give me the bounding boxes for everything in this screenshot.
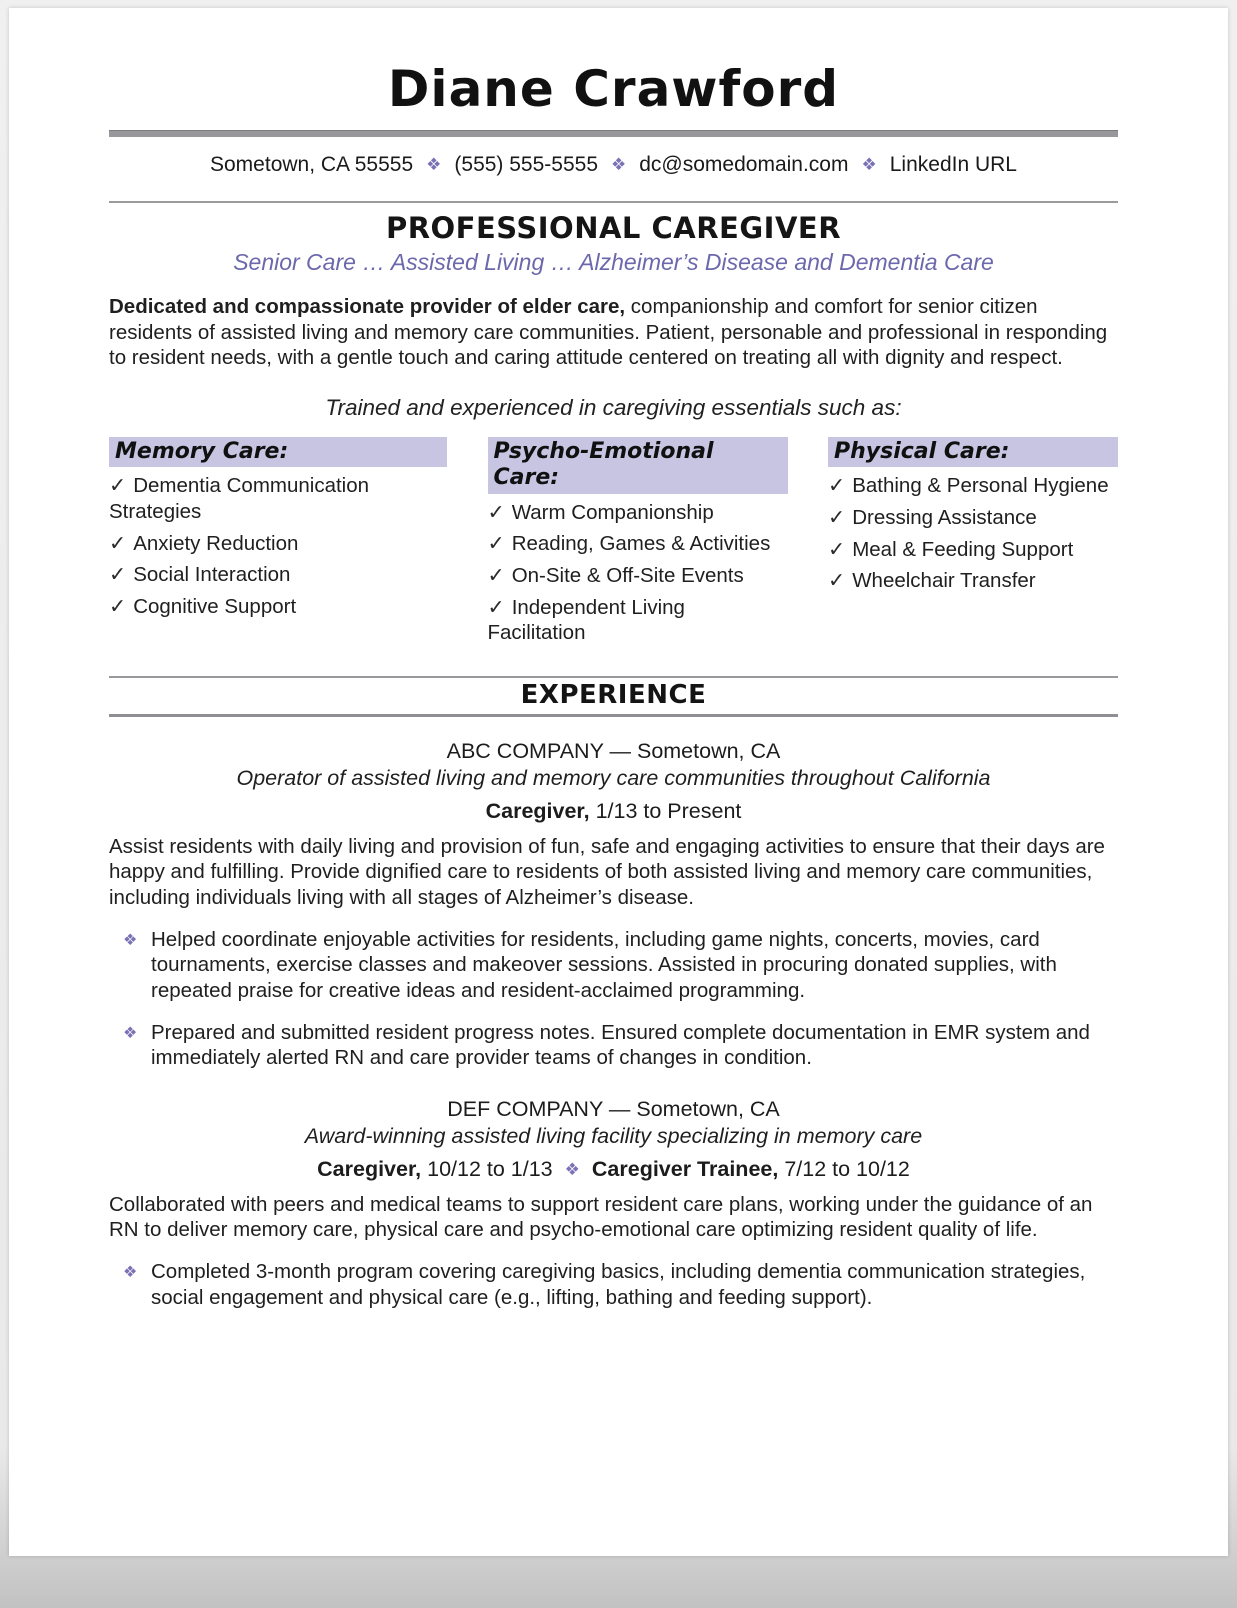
skills-column-psycho-emotional-care	[488, 437, 788, 646]
contact-linkedin: LinkedIn URL	[889, 153, 1017, 176]
skill-item-label: Independent Living Facilitation	[487, 595, 685, 645]
skills-column-physical-care	[828, 437, 1118, 646]
skill-item	[109, 562, 447, 588]
skill-item-label: On-Site & Off-Site Events	[511, 563, 744, 587]
profile-title: PROFESSIONAL CAREGIVER	[385, 211, 842, 245]
skills-column-header: Memory Care:	[109, 437, 447, 467]
job-role-line	[109, 799, 1118, 824]
checkmark-icon: ✓	[828, 569, 846, 593]
skill-item	[109, 531, 447, 557]
skill-item-label: Social Interaction	[133, 563, 291, 587]
experience-heading: EXPERIENCE	[520, 679, 707, 710]
diamond-separator-icon: ❖	[426, 155, 442, 174]
job-summary: Collaborated with peers and medical teams to support resident care plans, working under the guidance of an RN to deliver memory care, physical care and psycho-emotional care optimizing resident quality of life.	[109, 1192, 1093, 1242]
skill-item	[488, 595, 788, 646]
job-company-description: Award-winning assisted living facility specializing in memory care	[304, 1123, 923, 1148]
skill-item	[109, 473, 447, 524]
contact-phone: (555) 555-5555	[454, 153, 598, 176]
checkmark-icon: ✓	[487, 563, 505, 587]
contact-email: dc@somedomain.com	[639, 153, 849, 176]
experience-bullet	[109, 1020, 1118, 1071]
skill-item	[828, 505, 1118, 531]
experience-bullet	[109, 927, 1118, 1004]
skill-item	[488, 500, 788, 526]
skill-item-label: Warm Companionship	[511, 500, 714, 524]
skill-item-label: Wheelchair Transfer	[852, 569, 1036, 593]
checkmark-icon: ✓	[828, 537, 846, 561]
bullet-text: Prepared and submitted resident progress notes. Ensured complete documentation in EMR system and immediately alerted RN and care provider teams of changes in condition.	[151, 1020, 1090, 1070]
checkmark-icon: ✓	[109, 594, 127, 618]
job-summary: Assist residents with daily living and provision of fun, safe and engaging activities to ensure that their days are happy and fulfilling. Provide dignified care to residents of both assisted living and memory care communities, including individuals living with all stages of Alzheimer’s disease.	[109, 834, 1105, 910]
section-divider	[109, 201, 1118, 203]
job-company: ABC COMPANY — Sometown, CA	[446, 738, 781, 763]
job-role-dates: 10/12 to 1/13	[427, 1156, 553, 1181]
contact-line	[109, 153, 1118, 177]
diamond-separator-icon: ❖	[611, 155, 627, 174]
job-role-title: Caregiver,	[317, 1156, 422, 1181]
checkmark-icon: ✓	[487, 532, 505, 556]
checkmark-icon: ✓	[828, 505, 846, 529]
skill-item-label: Dressing Assistance	[852, 505, 1037, 529]
profile-subtitle: Senior Care … Assisted Living … Alzheimer’s Disease and Dementia Care	[233, 249, 994, 275]
experience-bullet	[109, 1259, 1118, 1310]
skill-item-label: Cognitive Support	[133, 594, 297, 618]
skills-column-header: Psycho-Emotional Care:	[488, 437, 788, 494]
diamond-separator-icon: ❖	[564, 1159, 580, 1179]
name-divider	[109, 130, 1118, 137]
profile-summary	[109, 294, 1118, 371]
checkmark-icon: ✓	[487, 500, 505, 524]
skill-item	[109, 594, 447, 620]
skill-item-label: Dementia Communication Strategies	[109, 474, 370, 523]
profile-summary-lead: Dedicated and compassionate provider of elder care,	[109, 295, 626, 318]
checkmark-icon: ✓	[109, 531, 127, 555]
skill-item-label: Reading, Games & Activities	[511, 532, 771, 556]
skills-columns	[109, 437, 1118, 646]
job-company-description: Operator of assisted living and memory care communities throughout California	[236, 765, 991, 790]
skill-item	[828, 568, 1118, 594]
skill-item-label: Meal & Feeding Support	[852, 537, 1074, 561]
checkmark-icon: ✓	[109, 563, 127, 587]
job-role-line	[109, 1157, 1118, 1182]
diamond-bullet-icon: ❖	[123, 931, 138, 949]
resume-page	[9, 8, 1228, 1556]
skills-column-memory-care	[109, 437, 447, 646]
checkmark-icon: ✓	[109, 474, 127, 498]
skill-item-label: Anxiety Reduction	[133, 531, 299, 555]
diamond-separator-icon: ❖	[861, 155, 877, 174]
checkmark-icon: ✓	[828, 474, 846, 498]
skill-item	[488, 531, 788, 557]
skill-item	[488, 563, 788, 589]
job-role-dates: 7/12 to 10/12	[784, 1156, 910, 1181]
contact-location: Sometown, CA 55555	[210, 153, 414, 176]
skills-column-header: Physical Care:	[828, 437, 1118, 467]
job-abc-company	[109, 739, 1118, 1071]
job-role-title: Caregiver,	[485, 798, 590, 823]
job-role-title: Caregiver Trainee,	[591, 1156, 779, 1181]
profile-summary-rest: companionship and comfort for senior citizen residents of assisted living and memory care communities. Patient, personable and professional in responding to resident needs, with a gentle touch and caring attitude centered on treating all with dignity and respect.	[109, 295, 1108, 370]
skill-item-label: Bathing & Personal Hygiene	[852, 474, 1109, 498]
bullet-text: Completed 3-month program covering caregiving basics, including dementia communication strategies, social engagement and physical care (e.g., lifting, bathing and feeding support).	[151, 1260, 1086, 1309]
skill-item	[828, 473, 1118, 499]
skill-item	[828, 537, 1118, 563]
diamond-bullet-icon: ❖	[123, 1264, 138, 1282]
candidate-name: Diane Crawford	[387, 60, 840, 118]
diamond-bullet-icon: ❖	[123, 1024, 138, 1042]
job-company: DEF COMPANY — Sometown, CA	[447, 1096, 780, 1121]
skills-intro: Trained and experienced in caregiving essentials such as:	[325, 394, 902, 420]
job-def-company	[109, 1097, 1118, 1311]
experience-section-header	[109, 676, 1118, 717]
bullet-text: Helped coordinate enjoyable activities for residents, including game nights, concerts, movies, card tournaments, exercise classes and makeover sessions. Assisted in procuring donated supplies, with repeated praise for creative ideas and resident-acclaimed programming.	[151, 927, 1057, 1002]
checkmark-icon: ✓	[487, 595, 505, 619]
job-role-dates: 1/13 to Present	[595, 798, 742, 823]
